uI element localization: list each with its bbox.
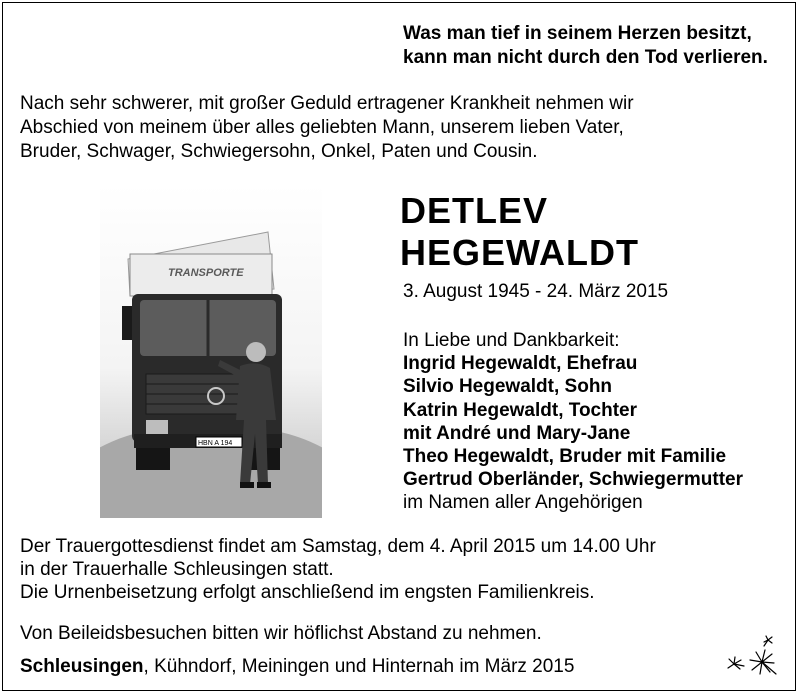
- urn-burial-info: Die Urnenbeisetzung erfolgt anschließend im engsten Familienkreis.: [20, 582, 595, 603]
- mourner-name: Silvio Hegewaldt, Sohn: [403, 376, 613, 398]
- mourner-name: mit André und Mary-Jane: [403, 422, 631, 444]
- life-dates: 3. August 1945 - 24. März 2015: [403, 281, 669, 302]
- truck-sign-text: TRANSPORTE: [168, 267, 244, 279]
- mourner-name: Ingrid Hegewaldt, Ehefrau: [403, 353, 638, 375]
- intro-paragraph: [20, 92, 634, 164]
- mourners-list: [403, 329, 743, 515]
- deceased-last-name: HEGEWALDT: [400, 232, 639, 273]
- motto-line-2: kann man nicht durch den Tod verlieren.: [403, 47, 768, 68]
- service-info: [20, 535, 656, 581]
- dandelion-icon: [718, 634, 782, 680]
- deceased-name: [400, 190, 639, 274]
- intro-line-1: Nach sehr schwerer, mit großer Geduld ertragener Krankheit nehmen wir: [20, 93, 634, 114]
- place-date-line: [20, 655, 574, 678]
- service-line-1: Der Trauergottesdienst findet am Samstag, dem 4. April 2015 um 14.00 Uhr: [20, 536, 656, 557]
- intro-line-2: Abschied von meinem über alles geliebten Mann, unserem lieben Vater,: [20, 117, 624, 138]
- place-town: Schleusingen: [20, 656, 144, 677]
- motto-quote: [403, 22, 768, 70]
- place-rest: , Kühndorf, Meiningen und Hinternah im März 2015: [143, 656, 575, 677]
- license-plate-text: HBN A 194: [198, 440, 233, 447]
- portrait-photo: [100, 184, 322, 518]
- service-line-2: in der Trauerhalle Schleusingen statt.: [20, 559, 334, 580]
- intro-line-3: Bruder, Schwager, Schwiegersohn, Onkel, Paten und Cousin.: [20, 141, 538, 162]
- mourner-name: Gertrud Oberländer, Schwiegermutter: [403, 469, 743, 491]
- motto-line-1: Was man tief in seinem Herzen besitzt,: [403, 23, 752, 44]
- mourner-name: Katrin Hegewaldt, Tochter: [403, 399, 638, 421]
- mourner-name: Theo Hegewaldt, Bruder mit Familie: [403, 446, 727, 468]
- deceased-first-name: DETLEV: [400, 190, 549, 231]
- mourners-heading: In Liebe und Dankbarkeit:: [403, 330, 620, 351]
- condolence-note: Von Beileidsbesuchen bitten wir höflichst Abstand zu nehmen.: [20, 623, 542, 644]
- mourners-footer: im Namen aller Angehörigen: [403, 492, 643, 514]
